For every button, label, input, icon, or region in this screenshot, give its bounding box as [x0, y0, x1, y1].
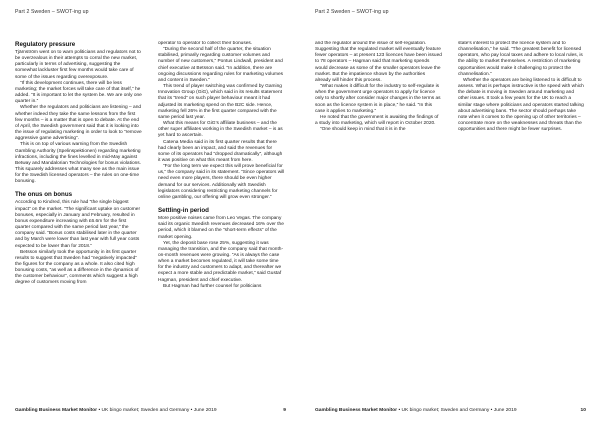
body-columns: [315, 41, 586, 401]
column-2: [158, 41, 285, 401]
paragraph: Whether the operators are being listened to is difficult to assess. What is perhaps instructive is the speed with which the debate is moving in Sweden around marketing and other issues. It took a few years for the UK to reach a similar stage where politicians and operators started talking about advertising bans. The sector should perhaps take note when it comes to the opening up of other territories – concentrate more on the weaknesses and threats than the opportunities and there might be fewer surprises.: [458, 77, 584, 133]
publication-name: Gambling Business Market Monitor: [315, 408, 398, 413]
paragraph: Catena Media said in its first quarter results that there had clearly been an impact, and said the revenues for some of its operators had “dropped dramatically”, although it was positive on what this meant from here.: [158, 139, 283, 163]
body-columns: [15, 41, 286, 401]
paragraph: Tjärnström went on to warn politicians and regulators not to be overzealous in their attempts to corral the new market, particularly in terms of advertising, suggesting the somewhat lackluster first few months would take care of some of the issues regarding overexposure.: [15, 50, 141, 80]
footer-text: [15, 408, 217, 413]
paragraph: “One should keep in mind that it is in the: [320, 127, 406, 133]
paragraph: operator to operator to collect their bonuses.: [158, 41, 253, 46]
paragraph: “What makes it difficult for the industry to self-regulate is when the government urge operators to apply for licence only to shortly after consider major changes in the terms as soon as the licence system is in place,” he said. “In this case it applies to marketing.”: [315, 84, 441, 114]
paragraph: “For the long term we expect this will prove beneficial for us,” the company said in its statement. “Since operators will need even more players, there should be even higher demand for our services. Additionally with Swedish legislators considering restricting marketing channels for online gambling, our offering will grow even stronger.”: [158, 164, 285, 200]
publication-name: Gambling Business Market Monitor: [15, 408, 98, 413]
page-footer: [315, 408, 586, 413]
paragraph: “During the second half of the quarter, the situation stabilised, primarily regarding customer volumes and number of new customers,” Pontus Lindwall, president and chief executive at Betsson said. “In addition, there are ongoing discussions regarding rules for marketing volumes and content in Sweden.”: [158, 47, 284, 83]
section-heading: Regulatory pressure: [15, 41, 76, 48]
running-head: Part 2 Sweden – SWOT-ing up: [15, 9, 89, 15]
paragraph: What this means for GiG’s affiliate business – and the other super affiliates working in the Swedish market – is as yet hard to ascertain.: [158, 121, 283, 139]
paragraph: Betsson similarly took the opportunity in its first quarter results to suggest that Sweden had “negatively impacted” the figures for the company as a whole. It also cited high bonusing costs, “as well as a difference in the dynamics of the customer behaviour”, comments which suggest a high degree of customers moving from: [15, 249, 139, 286]
paragraph: and the regulator around the issue of self-regulation. Suggesting that the regulated market will eventually feature fewer operators – at present 123 licences have been issued to 78 operators – Hagman said that marketing spends would decrease as some of the smaller operators leave the market. But the impatience shown by the authorities already will hinder this process.: [315, 41, 442, 83]
page-number: 9: [283, 408, 286, 413]
paragraph: He noted that the government is awaiting the findings of a study into marketing, which will report in October 2020.: [315, 114, 439, 127]
column-1: [315, 41, 442, 401]
section-heading: The onus on bonus: [15, 191, 73, 199]
footer-text: [315, 408, 517, 413]
right-page: [300, 0, 600, 424]
paragraph: Whether the regulators and politicians are listening – and whether indeed they take the same lessons from the first few months – is a matter that is open to debate. At the end of April, the Swedish government said that it is looking into the issue of regulating marketing in order to look to “remove aggressive game advertising”.: [15, 105, 142, 142]
footer-topic: • UK bingo market; Sweden and Germany • June 2019: [398, 408, 517, 413]
page-footer: [15, 408, 286, 413]
paragraph: This trend of player switching was confirmed by Gaming Innovation Group (GiG), which said in its results statement that its “trend” on such player behaviour meant it had adjusted its marketing spend on the B2C side. Hence, marketing fell 26% in the first quarter compared with the same period last year.: [158, 84, 282, 120]
column-1: [15, 41, 142, 401]
footer-topic: • UK bingo market; Sweden and Germany • June 2019: [98, 408, 217, 413]
column-2: [458, 41, 585, 401]
page-number: 10: [580, 408, 586, 413]
paragraph: But Hagman had further counsel for politicians: [163, 283, 262, 289]
paragraph: “If this development continues, there will be less marketing; the market forces will take care of that itself,” he added. “It is important to let the system be. We are only one quarter in.”: [15, 80, 142, 105]
paragraph: More positive noises came from Leo Vegas. The company said its organic Swedish revenues decreased 16% over the period, which it blamed on the “short-term effects” of the market opening.: [158, 216, 284, 240]
section-heading: Settling-in period: [158, 207, 209, 215]
running-head: Part 2 Sweden – SWOT-ing up: [315, 9, 389, 15]
paragraph: According to Kindred, this rule had “the single biggest impact” on the market. “The significant uptake on customer bonuses, especially in January and February, resulted in bonus expenditure increasing with £6.6m for the first quarter compared with the same period last year,” the company said. “Bonus costs stabilised later in the quarter and by March were lower than last year with full year costs expected to be lower than for 2018.”: [15, 200, 141, 249]
paragraph: Yet, the deposit base rose 25%, suggesting it was managing the transition, and the company said that month-on-month revenues were growing. “As is always the case when a market becomes regulated, it will take some time for the industry and customers to adapt, and thereafter we expect a more stable and predictable market,” said Gustaf Hagman, president and chief executive.: [158, 240, 284, 283]
paragraph: This is on top of various warning from the Swedish Gambling Authority (Spelinspektionen) regarding marketing infractions, including the fines levelled in mid-May against Betway and Mandalorian Technologies for bonus violations. This squarely addresses what many see as the main issue for the Swedish licensed operators – the rules on one-time bonusing.: [15, 142, 142, 185]
paragraph: state’s interest to protect the licence system and to channelisation,” he said. “The greatest benefit for licensed operators, who pay local taxes and adhere to local rules, is the ability to market themselves. A restriction of marketing opportunities would make it challenging to protect the channelisation.”: [458, 41, 583, 77]
